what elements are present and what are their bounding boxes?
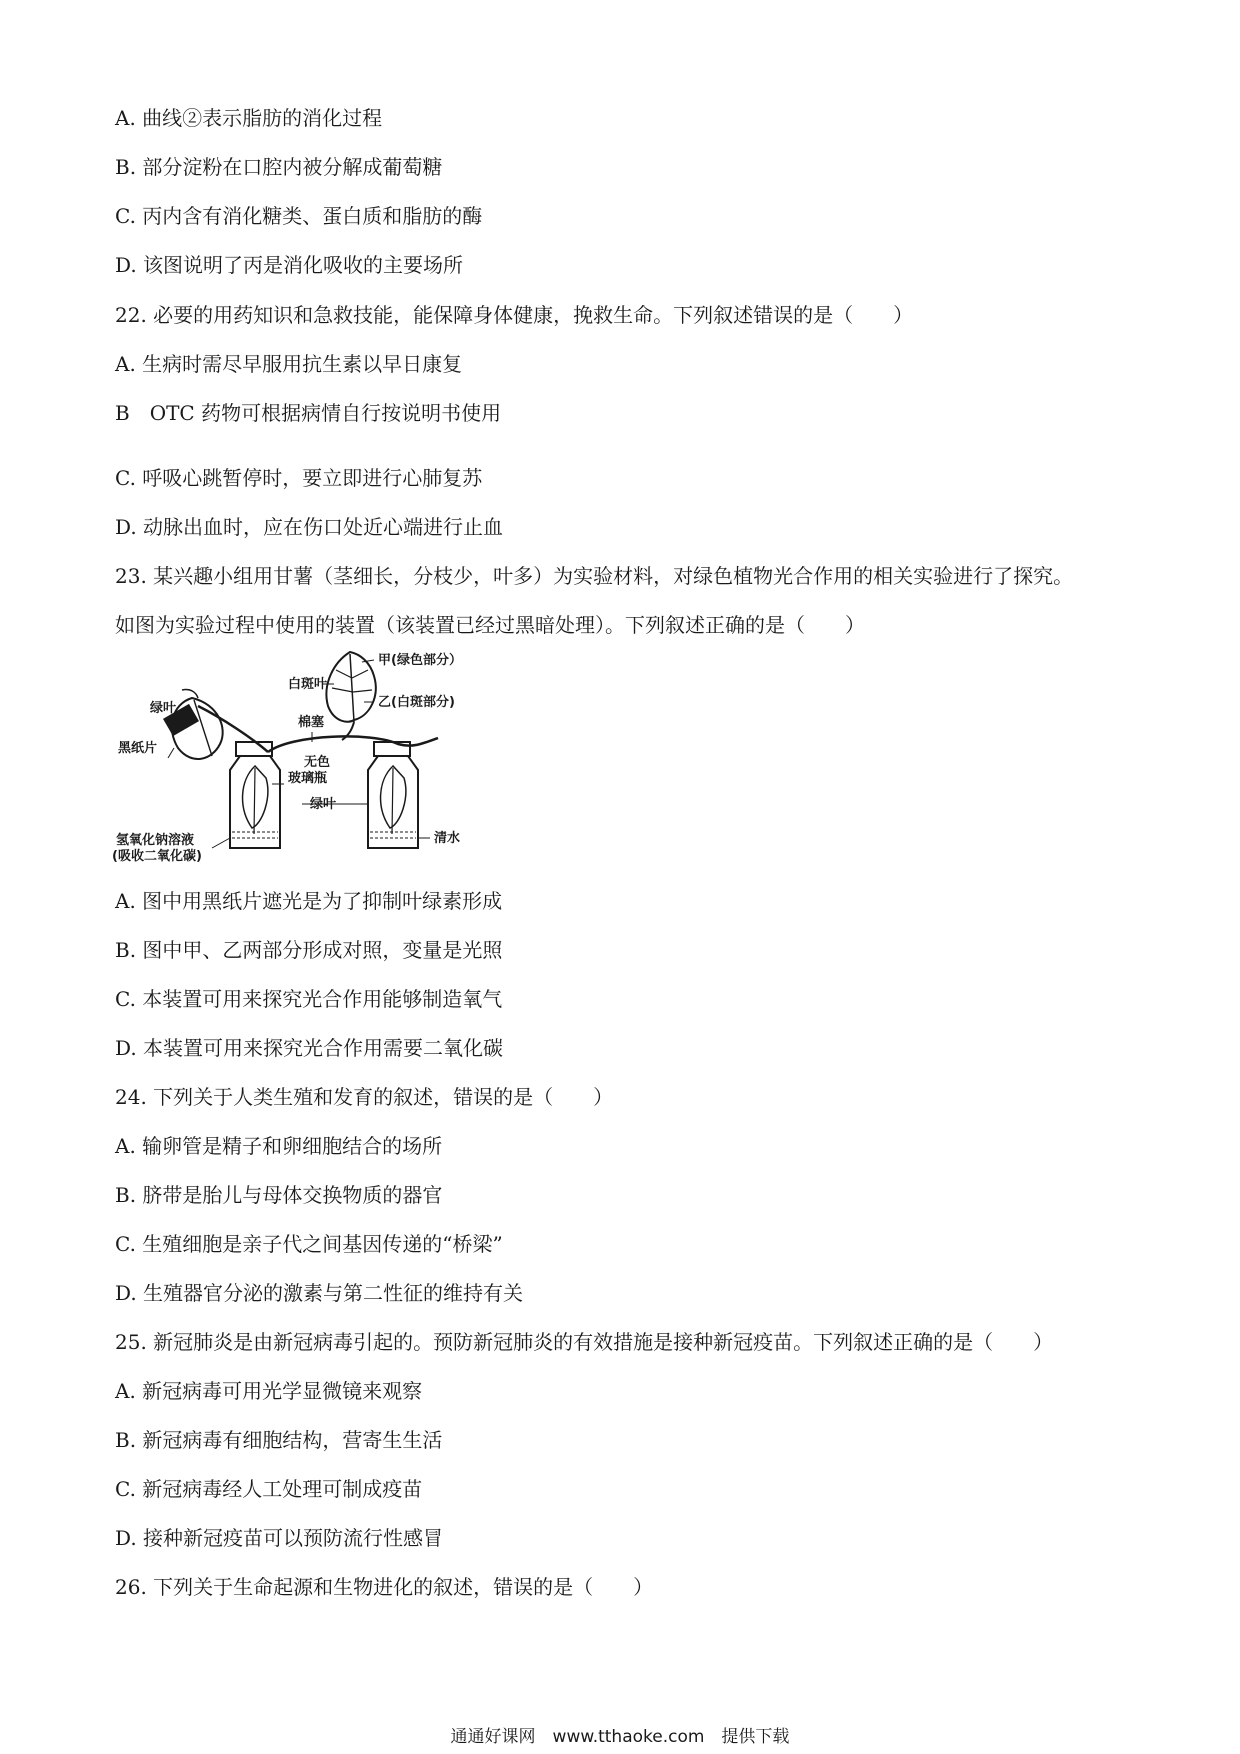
q24-stem: 24. 下列关于人类生殖和发育的叙述，错误的是（ ）	[115, 1085, 614, 1109]
q23-option-b: B. 图中甲、乙两部分形成对照，变量是光照	[115, 938, 503, 962]
q23-option-d: D. 本装置可用来探究光合作用需要二氧化碳	[115, 1036, 504, 1060]
q24-option-a: A. 输卵管是精子和卵细胞结合的场所	[115, 1134, 443, 1158]
label-lvye-mid: 绿叶	[310, 797, 337, 812]
q22-stem: 22. 必要的用药知识和急救技能，能保障身体健康，挽救生命。下列叙述错误的是（ ）	[115, 303, 914, 327]
label-naoh: 氢氧化钠溶液	[116, 833, 195, 848]
label-qingshui: 清水	[434, 831, 461, 846]
q22-option-d: D. 动脉出血时，应在伤口处近心端进行止血	[115, 515, 504, 539]
label-jia: 甲(绿色部分）	[378, 653, 462, 668]
q23-stem-line2: 如图为实验过程中使用的装置（该装置已经过黑暗处理）。下列叙述正确的是（ ）	[115, 613, 865, 637]
q25-option-b: B. 新冠病毒有细胞结构，营寄生生活	[115, 1428, 443, 1452]
q22-option-c: C. 呼吸心跳暂停时，要立即进行心肺复苏	[115, 466, 483, 490]
q23-option-a: A. 图中用黑纸片遮光是为了抑制叶绿素形成	[115, 889, 503, 913]
q25-stem: 25. 新冠肺炎是由新冠病毒引起的。预防新冠肺炎的有效措施是接种新冠疫苗。下列叙述正确的是（ ）	[115, 1330, 1054, 1354]
q26-stem: 26. 下列关于生命起源和生物进化的叙述，错误的是（ ）	[115, 1575, 654, 1599]
q24-option-d: D. 生殖器官分泌的激素与第二性征的维持有关	[115, 1281, 524, 1305]
label-boliping: 玻璃瓶	[288, 771, 328, 786]
q21-option-d: D. 该图说明了丙是消化吸收的主要场所	[115, 253, 464, 277]
q21-option-c: C. 丙内含有消化糖类、蛋白质和脂肪的酶	[115, 204, 483, 228]
page-footer: 通通好课网 www.tthaoke.com 提供下载	[450, 1727, 790, 1747]
q25-option-a: A. 新冠病毒可用光学显微镜来观察	[115, 1379, 423, 1403]
q21-option-b: B. 部分淀粉在口腔内被分解成葡萄糖	[115, 155, 443, 179]
label-baiban: 白斑叶	[288, 677, 328, 692]
label-wuse: 无色	[304, 755, 331, 770]
q24-option-c: C. 生殖细胞是亲子代之间基因传递的“桥梁”	[115, 1232, 503, 1256]
label-lvye-left: 绿叶	[150, 701, 177, 716]
q25-option-d: D. 接种新冠疫苗可以预防流行性感冒	[115, 1526, 444, 1550]
label-yi: 乙(白斑部分)	[378, 695, 455, 710]
label-mianse: 棉塞	[298, 715, 325, 730]
q21-option-a: A. 曲线②表示脂肪的消化过程	[115, 106, 383, 130]
label-heizhi: 黑纸片	[118, 741, 158, 756]
q23-stem-line1: 23. 某兴趣小组用甘薯（茎细长，分枝少，叶多）为实验材料，对绿色植物光合作用的相关实验进行了探究。	[115, 564, 1074, 588]
q25-option-c: C. 新冠病毒经人工处理可制成疫苗	[115, 1477, 423, 1501]
q22-option-b: B OTC 药物可根据病情自行按说明书使用	[115, 401, 502, 425]
label-naoh-note: (吸收二氧化碳)	[112, 849, 202, 864]
q23-option-c: C. 本装置可用来探究光合作用能够制造氧气	[115, 987, 503, 1011]
q24-option-b: B. 脐带是胎儿与母体交换物质的器官	[115, 1183, 443, 1207]
photosynthesis-apparatus-figure	[112, 648, 530, 870]
q22-option-a: A. 生病时需尽早服用抗生素以早日康复	[115, 352, 463, 376]
